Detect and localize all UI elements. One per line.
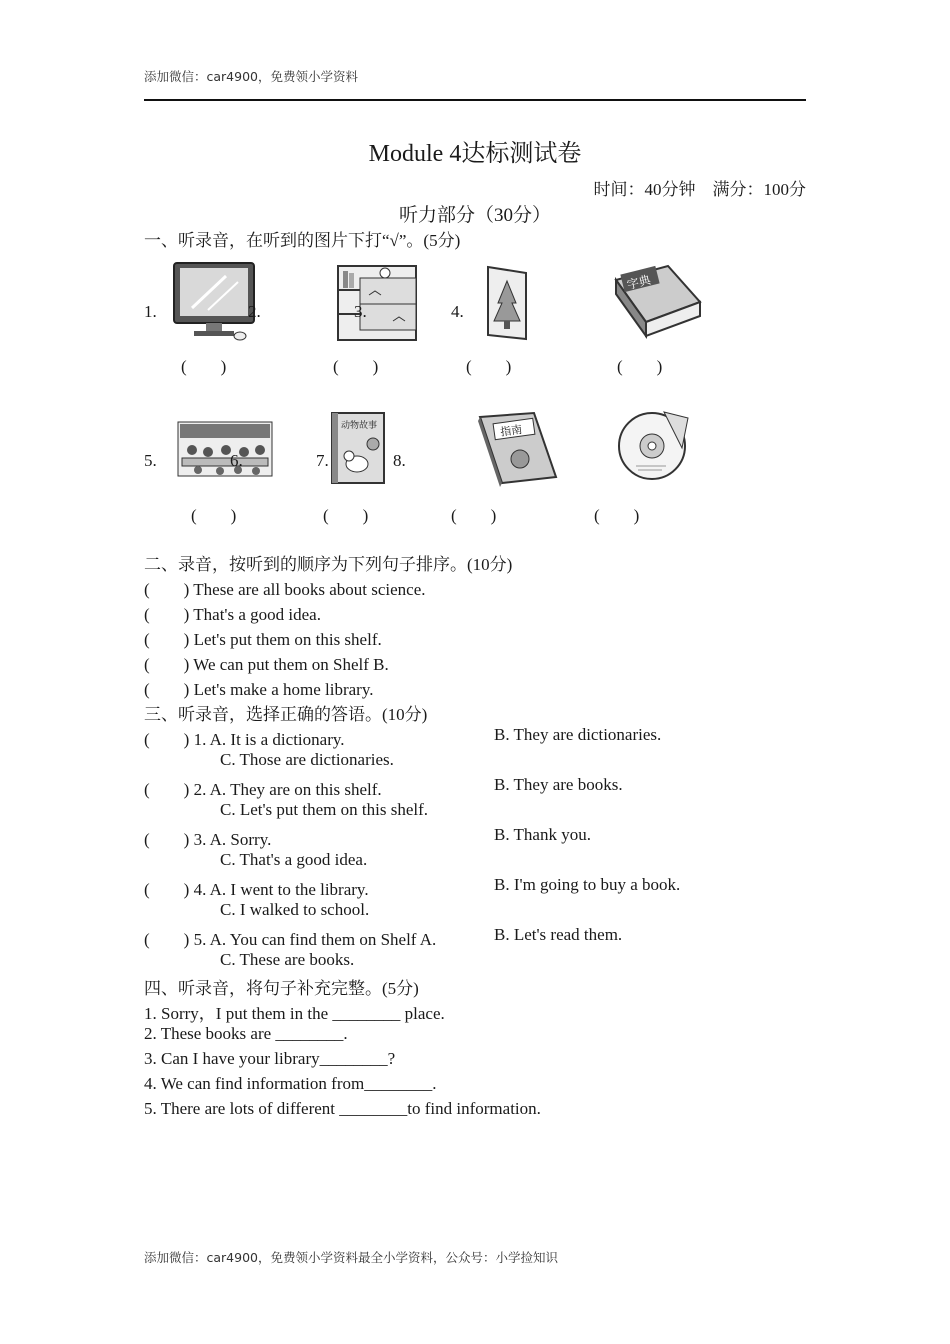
answer-parenthesis[interactable]: ( )	[191, 506, 237, 525]
answer-parenthesis[interactable]: ( )	[181, 357, 227, 376]
question-option-a: ( ) 4. A. I went to the library.	[144, 880, 369, 899]
question-option-a: ( ) 2. A. They are on this shelf.	[144, 780, 382, 799]
fill-blank-item: 2. These books are ________.	[144, 1024, 348, 1043]
storybook-label: 动物故事	[341, 421, 378, 431]
question-option-a: ( ) 3. A. Sorry.	[144, 830, 272, 849]
question-option-b: B. Let's read them.	[494, 925, 623, 944]
dictionary-book-image	[612, 262, 704, 340]
question-option-c: C. Let's put them on this shelf.	[220, 800, 428, 819]
answer-parenthesis[interactable]: ( )	[323, 506, 369, 525]
picture-number: 4.	[451, 302, 464, 321]
picture-number: 8.	[393, 451, 406, 470]
exam-meta: 时间：40分钟 满分：100分	[593, 180, 806, 199]
header-divider	[144, 99, 806, 101]
answer-parenthesis[interactable]: ( )	[594, 506, 640, 525]
answer-parenthesis[interactable]: ( )	[466, 357, 512, 376]
picture-number: 2.	[248, 302, 261, 321]
section1-heading: 一、听录音，在听到的图片下打“√”。(5分)	[144, 231, 461, 250]
picture-number: 7.	[316, 451, 329, 470]
dictionary-label: 字典	[625, 272, 653, 293]
cd-disc-image	[616, 408, 692, 482]
question-option-b: B. Thank you.	[494, 825, 591, 844]
fill-blank-item: 4. We can find information from________.	[144, 1074, 437, 1093]
answer-parenthesis[interactable]: ( )	[617, 357, 663, 376]
section-subtitle: 听力部分（30分）	[398, 205, 551, 226]
library-scene-image	[176, 420, 274, 478]
question-option-c: C. These are books.	[220, 950, 355, 969]
page-header: 添加微信：car4900，免费领小学资料	[144, 69, 358, 84]
greeting-card-image	[484, 263, 532, 343]
picture-number: 1.	[144, 302, 157, 321]
fill-blank-item: 1. Sorry，I put them in the ________ place.	[144, 1004, 445, 1023]
guidebook-image	[476, 411, 560, 487]
section4-heading: 四、听录音，将句子补充完整。(5分)	[144, 979, 419, 998]
answer-parenthesis[interactable]: ( )	[451, 506, 497, 525]
ordering-item: ( ) We can put them on Shelf B.	[144, 655, 389, 674]
ordering-item: ( ) These are all books about science.	[144, 580, 426, 599]
question-option-a: ( ) 1. A. It is a dictionary.	[144, 730, 345, 749]
bookshelf-image	[335, 263, 419, 343]
page-footer: 添加微信：car4900，免费领小学资料最全小学资料，公众号：小学捡知识	[144, 1250, 558, 1265]
question-option-c: C. That's a good idea.	[220, 850, 368, 869]
section3-heading: 三、听录音，选择正确的答语。(10分)	[144, 705, 428, 724]
question-option-b: B. I'm going to buy a book.	[494, 875, 681, 894]
page-title: Module 4达标测试卷	[368, 141, 582, 167]
ordering-item: ( ) That's a good idea.	[144, 605, 321, 624]
question-option-b: B. They are books.	[494, 775, 623, 794]
section2-heading: 二、录音，按听到的顺序为下列句子排序。(10分)	[144, 555, 513, 574]
ordering-item: ( ) Let's make a home library.	[144, 680, 374, 699]
picture-number: 6.	[230, 451, 243, 470]
storybook-image	[329, 410, 387, 486]
question-option-c: C. I walked to school.	[220, 900, 370, 919]
ordering-item: ( ) Let's put them on this shelf.	[144, 630, 382, 649]
picture-number: 5.	[144, 451, 157, 470]
question-option-c: C. Those are dictionaries.	[220, 750, 394, 769]
fill-blank-item: 5. There are lots of different ________to find information.	[144, 1099, 541, 1118]
fill-blank-item: 3. Can I have your library________?	[144, 1049, 396, 1068]
question-option-b: B. They are dictionaries.	[494, 725, 662, 744]
question-option-a: ( ) 5. A. You can find them on Shelf A.	[144, 930, 437, 949]
picture-number: 3.	[354, 302, 367, 321]
guidebook-label: 指南	[499, 422, 524, 439]
answer-parenthesis[interactable]: ( )	[333, 357, 379, 376]
